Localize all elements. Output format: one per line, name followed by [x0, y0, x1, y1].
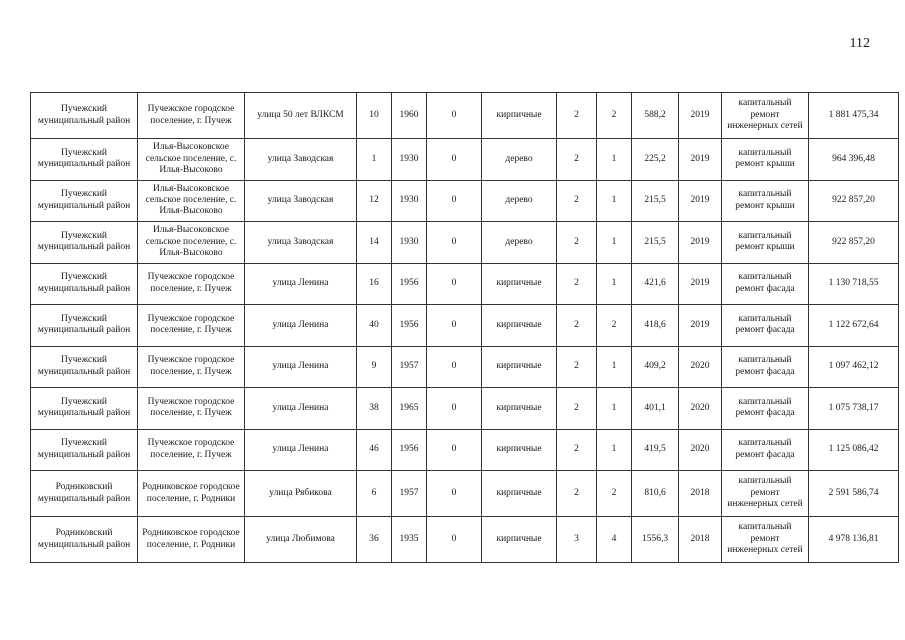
- cell-year-built: 1957: [392, 471, 427, 517]
- cell-wall-material: дерево: [482, 180, 557, 222]
- cell-street: улица Любимова: [245, 517, 357, 563]
- cell-area: 418,6: [632, 305, 679, 347]
- cell-floors: 2: [557, 263, 597, 305]
- cell-area: 215,5: [632, 180, 679, 222]
- cell-street: улица Ленина: [245, 388, 357, 430]
- table-row: [31, 222, 899, 264]
- cell-entrances: 1: [597, 429, 632, 471]
- cell-house-number: 16: [357, 263, 392, 305]
- cell-value: 0: [427, 139, 482, 181]
- cell-planned-year: 2020: [679, 346, 722, 388]
- cell-year-built: 1930: [392, 222, 427, 264]
- page-number: 112: [849, 36, 870, 51]
- cell-district: Пучежский муниципальный район: [31, 305, 138, 347]
- cell-street: улица Ленина: [245, 263, 357, 305]
- cell-cost: 922 857,20: [809, 222, 899, 264]
- cell-settlement: Илья-Высоковское сельское поселение, с. Илья-Высоково: [138, 222, 245, 264]
- cell-district: Пучежский муниципальный район: [31, 263, 138, 305]
- table-row: [31, 305, 899, 347]
- table-row: [31, 429, 899, 471]
- cell-year-built: 1935: [392, 517, 427, 563]
- cell-floors: 2: [557, 471, 597, 517]
- cell-floors: 3: [557, 517, 597, 563]
- cell-wall-material: дерево: [482, 139, 557, 181]
- cell-settlement: Пучежское городское поселение, г. Пучеж: [138, 305, 245, 347]
- cell-planned-year: 2019: [679, 263, 722, 305]
- cell-settlement: Пучежское городское поселение, г. Пучеж: [138, 346, 245, 388]
- cell-year-built: 1957: [392, 346, 427, 388]
- cell-wall-material: кирпичные: [482, 346, 557, 388]
- cell-planned-year: 2019: [679, 139, 722, 181]
- cell-value: 0: [427, 93, 482, 139]
- cell-year-built: 1956: [392, 305, 427, 347]
- cell-settlement: Илья-Высоковское сельское поселение, с. Илья-Высоково: [138, 180, 245, 222]
- cell-wall-material: кирпичные: [482, 429, 557, 471]
- cell-house-number: 38: [357, 388, 392, 430]
- cell-settlement: Пучежское городское поселение, г. Пучеж: [138, 429, 245, 471]
- cell-wall-material: кирпичные: [482, 305, 557, 347]
- cell-entrances: 2: [597, 305, 632, 347]
- cell-district: Пучежский муниципальный район: [31, 388, 138, 430]
- cell-district: Пучежский муниципальный район: [31, 429, 138, 471]
- cell-district: Родниковский муниципальный район: [31, 517, 138, 563]
- table-row: [31, 388, 899, 430]
- cell-settlement: Родниковское городское поселение, г. Родники: [138, 517, 245, 563]
- cell-area: 421,6: [632, 263, 679, 305]
- cell-district: Родниковский муниципальный район: [31, 471, 138, 517]
- cell-street: улица Заводская: [245, 139, 357, 181]
- cell-house-number: 9: [357, 346, 392, 388]
- table-row: [31, 346, 899, 388]
- cell-cost: 2 591 586,74: [809, 471, 899, 517]
- cell-work-type: капитальный ремонт фасада: [722, 429, 809, 471]
- cell-value: 0: [427, 517, 482, 563]
- cell-house-number: 10: [357, 93, 392, 139]
- table-body: [31, 93, 899, 563]
- cell-cost: 964 396,48: [809, 139, 899, 181]
- cell-cost: 1 122 672,64: [809, 305, 899, 347]
- cell-planned-year: 2020: [679, 388, 722, 430]
- cell-floors: 2: [557, 93, 597, 139]
- cell-floors: 2: [557, 388, 597, 430]
- cell-cost: 1 075 738,17: [809, 388, 899, 430]
- cell-entrances: 1: [597, 346, 632, 388]
- cell-entrances: 1: [597, 139, 632, 181]
- cell-wall-material: кирпичные: [482, 517, 557, 563]
- cell-floors: 2: [557, 429, 597, 471]
- housing-register-table: [30, 92, 899, 563]
- cell-work-type: капитальный ремонт крыши: [722, 180, 809, 222]
- cell-entrances: 2: [597, 93, 632, 139]
- cell-cost: 1 881 475,34: [809, 93, 899, 139]
- cell-area: 1556,3: [632, 517, 679, 563]
- cell-house-number: 1: [357, 139, 392, 181]
- cell-settlement: Илья-Высоковское сельское поселение, с. Илья-Высоково: [138, 139, 245, 181]
- cell-entrances: 2: [597, 471, 632, 517]
- cell-area: 215,5: [632, 222, 679, 264]
- cell-value: 0: [427, 222, 482, 264]
- table-row: [31, 517, 899, 563]
- cell-planned-year: 2019: [679, 222, 722, 264]
- cell-floors: 2: [557, 139, 597, 181]
- cell-entrances: 1: [597, 388, 632, 430]
- cell-street: улица Ленина: [245, 305, 357, 347]
- cell-floors: 2: [557, 305, 597, 347]
- cell-planned-year: 2019: [679, 93, 722, 139]
- table-row: [31, 139, 899, 181]
- cell-house-number: 14: [357, 222, 392, 264]
- cell-value: 0: [427, 346, 482, 388]
- cell-house-number: 40: [357, 305, 392, 347]
- cell-district: Пучежский муниципальный район: [31, 346, 138, 388]
- cell-year-built: 1930: [392, 180, 427, 222]
- cell-work-type: капитальный ремонт фасада: [722, 263, 809, 305]
- cell-year-built: 1965: [392, 388, 427, 430]
- cell-house-number: 36: [357, 517, 392, 563]
- cell-area: 225,2: [632, 139, 679, 181]
- table-row: [31, 471, 899, 517]
- cell-value: 0: [427, 471, 482, 517]
- cell-cost: 922 857,20: [809, 180, 899, 222]
- cell-street: улица Ленина: [245, 346, 357, 388]
- cell-value: 0: [427, 305, 482, 347]
- cell-planned-year: 2018: [679, 471, 722, 517]
- table-row: [31, 263, 899, 305]
- cell-district: Пучежский муниципальный район: [31, 222, 138, 264]
- cell-wall-material: дерево: [482, 222, 557, 264]
- cell-planned-year: 2018: [679, 517, 722, 563]
- cell-planned-year: 2019: [679, 305, 722, 347]
- cell-settlement: Пучежское городское поселение, г. Пучеж: [138, 93, 245, 139]
- cell-street: улица Заводская: [245, 222, 357, 264]
- cell-work-type: капитальный ремонт инженерных сетей: [722, 517, 809, 563]
- cell-work-type: капитальный ремонт инженерных сетей: [722, 471, 809, 517]
- cell-entrances: 1: [597, 180, 632, 222]
- cell-planned-year: 2019: [679, 180, 722, 222]
- cell-area: 419,5: [632, 429, 679, 471]
- cell-wall-material: кирпичные: [482, 471, 557, 517]
- cell-year-built: 1930: [392, 139, 427, 181]
- cell-wall-material: кирпичные: [482, 388, 557, 430]
- cell-street: улица Заводская: [245, 180, 357, 222]
- cell-entrances: 1: [597, 222, 632, 264]
- cell-area: 588,2: [632, 93, 679, 139]
- cell-district: Пучежский муниципальный район: [31, 180, 138, 222]
- cell-year-built: 1960: [392, 93, 427, 139]
- cell-wall-material: кирпичные: [482, 93, 557, 139]
- cell-floors: 2: [557, 346, 597, 388]
- cell-year-built: 1956: [392, 429, 427, 471]
- cell-work-type: капитальный ремонт инженерных сетей: [722, 93, 809, 139]
- cell-floors: 2: [557, 180, 597, 222]
- cell-house-number: 6: [357, 471, 392, 517]
- cell-floors: 2: [557, 222, 597, 264]
- cell-cost: 4 978 136,81: [809, 517, 899, 563]
- cell-planned-year: 2020: [679, 429, 722, 471]
- cell-cost: 1 130 718,55: [809, 263, 899, 305]
- cell-street: улица Ленина: [245, 429, 357, 471]
- table-row: [31, 180, 899, 222]
- cell-entrances: 1: [597, 263, 632, 305]
- cell-work-type: капитальный ремонт крыши: [722, 139, 809, 181]
- cell-area: 810,6: [632, 471, 679, 517]
- cell-cost: 1 097 462,12: [809, 346, 899, 388]
- cell-value: 0: [427, 429, 482, 471]
- cell-settlement: Родниковское городское поселение, г. Родники: [138, 471, 245, 517]
- cell-work-type: капитальный ремонт фасада: [722, 346, 809, 388]
- cell-cost: 1 125 086,42: [809, 429, 899, 471]
- cell-value: 0: [427, 388, 482, 430]
- cell-work-type: капитальный ремонт крыши: [722, 222, 809, 264]
- table-row: [31, 93, 899, 139]
- cell-house-number: 46: [357, 429, 392, 471]
- cell-wall-material: кирпичные: [482, 263, 557, 305]
- cell-work-type: капитальный ремонт фасада: [722, 305, 809, 347]
- cell-year-built: 1956: [392, 263, 427, 305]
- cell-value: 0: [427, 263, 482, 305]
- cell-street: улица 50 лет ВЛКСМ: [245, 93, 357, 139]
- cell-district: Пучежский муниципальный район: [31, 139, 138, 181]
- cell-street: улица Рябикова: [245, 471, 357, 517]
- cell-district: Пучежский муниципальный район: [31, 93, 138, 139]
- cell-area: 409,2: [632, 346, 679, 388]
- cell-settlement: Пучежское городское поселение, г. Пучеж: [138, 388, 245, 430]
- cell-house-number: 12: [357, 180, 392, 222]
- cell-area: 401,1: [632, 388, 679, 430]
- cell-work-type: капитальный ремонт фасада: [722, 388, 809, 430]
- cell-value: 0: [427, 180, 482, 222]
- cell-entrances: 4: [597, 517, 632, 563]
- cell-settlement: Пучежское городское поселение, г. Пучеж: [138, 263, 245, 305]
